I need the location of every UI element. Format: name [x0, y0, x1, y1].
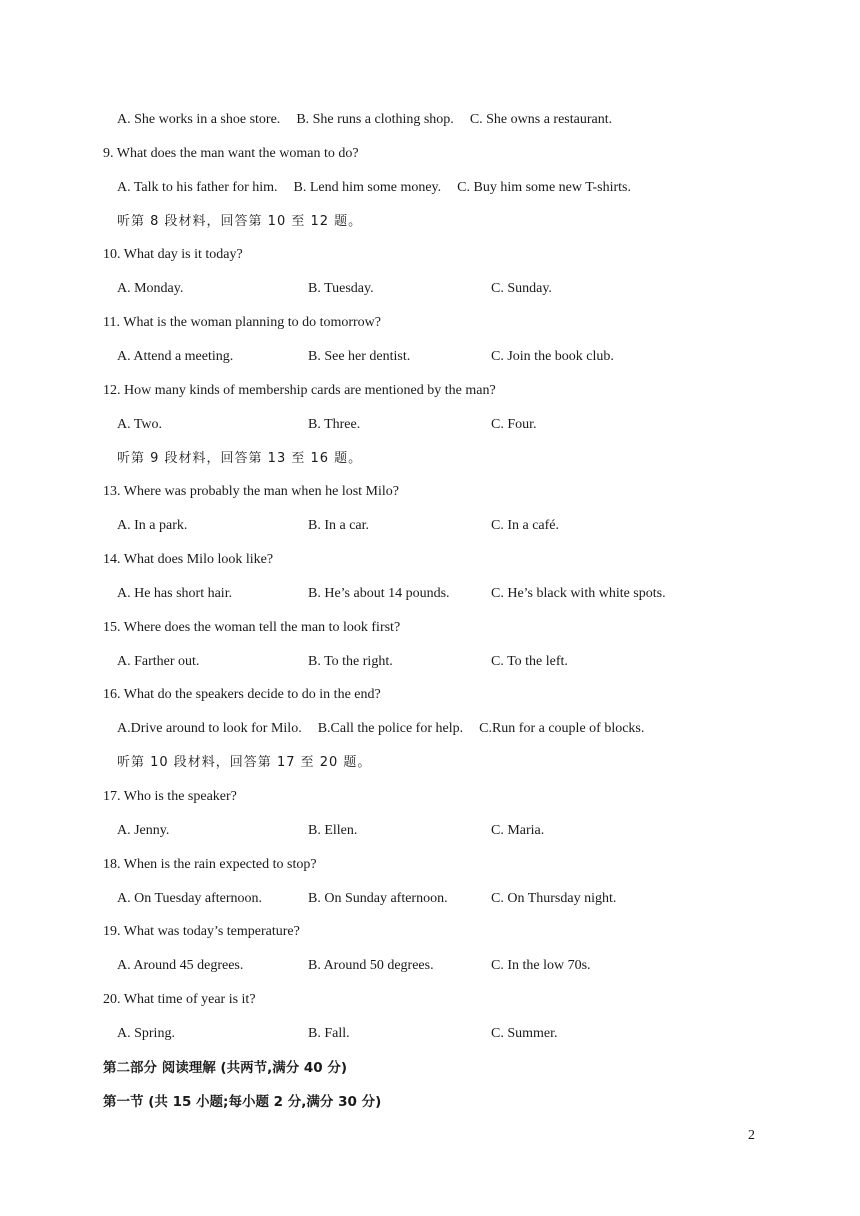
question-text: 13. Where was probably the man when he lost Milo? — [103, 484, 400, 499]
option-b: B. He’s about 14 pounds. — [308, 586, 450, 601]
option-a: A. On Tuesday afternoon. — [117, 891, 263, 906]
option-b: B. Tuesday. — [308, 281, 374, 296]
option-c: C.Run for a couple of blocks. — [479, 721, 645, 736]
option-c: C. Sunday. — [491, 281, 552, 296]
option-a: A. Jenny. — [117, 823, 170, 838]
option-a: A. Spring. — [117, 1026, 175, 1041]
option-a: A. Attend a meeting. — [117, 349, 234, 364]
question-text: 9. What does the man want the woman to do? — [103, 146, 359, 161]
option-c: C. Four. — [491, 417, 537, 432]
option-b: B. She runs a clothing shop. — [296, 112, 454, 127]
option-a: A. Farther out. — [117, 654, 200, 669]
section-heading: 第二部分 阅读理解 (共两节,满分 40 分) — [103, 1060, 348, 1076]
option-b: B. See her dentist. — [308, 349, 411, 364]
question-text: 11. What is the woman planning to do tomorrow? — [103, 315, 382, 330]
option-c: C. Join the book club. — [491, 349, 614, 364]
question-text: 17. Who is the speaker? — [103, 789, 237, 804]
listening-instruction: 听第 8 段材料，回答第 10 至 12 题。 — [117, 214, 363, 229]
option-c: C. In the low 70s. — [491, 958, 591, 973]
option-b: B. Fall. — [308, 1026, 350, 1041]
question-text: 19. What was today’s temperature? — [103, 924, 300, 939]
option-c: C. Summer. — [491, 1026, 558, 1041]
option-row — [117, 111, 612, 129]
option-c: C. He’s black with white spots. — [491, 586, 666, 601]
option-c: C. Maria. — [491, 823, 545, 838]
option-b: B. Around 50 degrees. — [308, 958, 434, 973]
option-c: C. To the left. — [491, 654, 568, 669]
option-a: A.Drive around to look for Milo. — [117, 721, 302, 736]
question-text: 20. What time of year is it? — [103, 992, 256, 1007]
option-row — [117, 720, 644, 738]
page-number: 2 — [748, 1128, 755, 1143]
question-text: 16. What do the speakers decide to do in the end? — [103, 687, 381, 702]
option-a: A. Two. — [117, 417, 163, 432]
option-b: B. Lend him some money. — [293, 180, 442, 195]
option-b: B. Three. — [308, 417, 361, 432]
option-b: B.Call the police for help. — [317, 721, 464, 736]
question-text: 15. Where does the woman tell the man to look first? — [103, 620, 401, 635]
question-text: 18. When is the rain expected to stop? — [103, 857, 317, 872]
section-heading: 第一节 (共 15 小题;每小题 2 分,满分 30 分) — [103, 1094, 382, 1110]
listening-instruction: 听第 9 段材料，回答第 13 至 16 题。 — [117, 451, 363, 466]
option-a: A. Monday. — [117, 281, 184, 296]
option-c: C. On Thursday night. — [491, 891, 617, 906]
option-c: C. She owns a restaurant. — [469, 112, 613, 127]
option-b: B. On Sunday afternoon. — [308, 891, 448, 906]
option-a: A. He has short hair. — [117, 586, 233, 601]
listening-instruction: 听第 10 段材料，回答第 17 至 20 题。 — [117, 755, 372, 770]
option-row — [117, 179, 631, 197]
question-text: 14. What does Milo look like? — [103, 552, 274, 567]
option-a: A. Talk to his father for him. — [117, 180, 278, 195]
option-b: B. Ellen. — [308, 823, 358, 838]
option-b: B. In a car. — [308, 518, 370, 533]
option-c: C. In a café. — [491, 518, 560, 533]
option-c: C. Buy him some new T-shirts. — [457, 180, 632, 195]
option-b: B. To the right. — [308, 654, 393, 669]
option-a: A. In a park. — [117, 518, 188, 533]
question-text: 12. How many kinds of membership cards are mentioned by the man? — [103, 383, 496, 398]
question-text: 10. What day is it today? — [103, 247, 243, 262]
option-a: A. She works in a shoe store. — [117, 112, 281, 127]
option-a: A. Around 45 degrees. — [117, 958, 244, 973]
